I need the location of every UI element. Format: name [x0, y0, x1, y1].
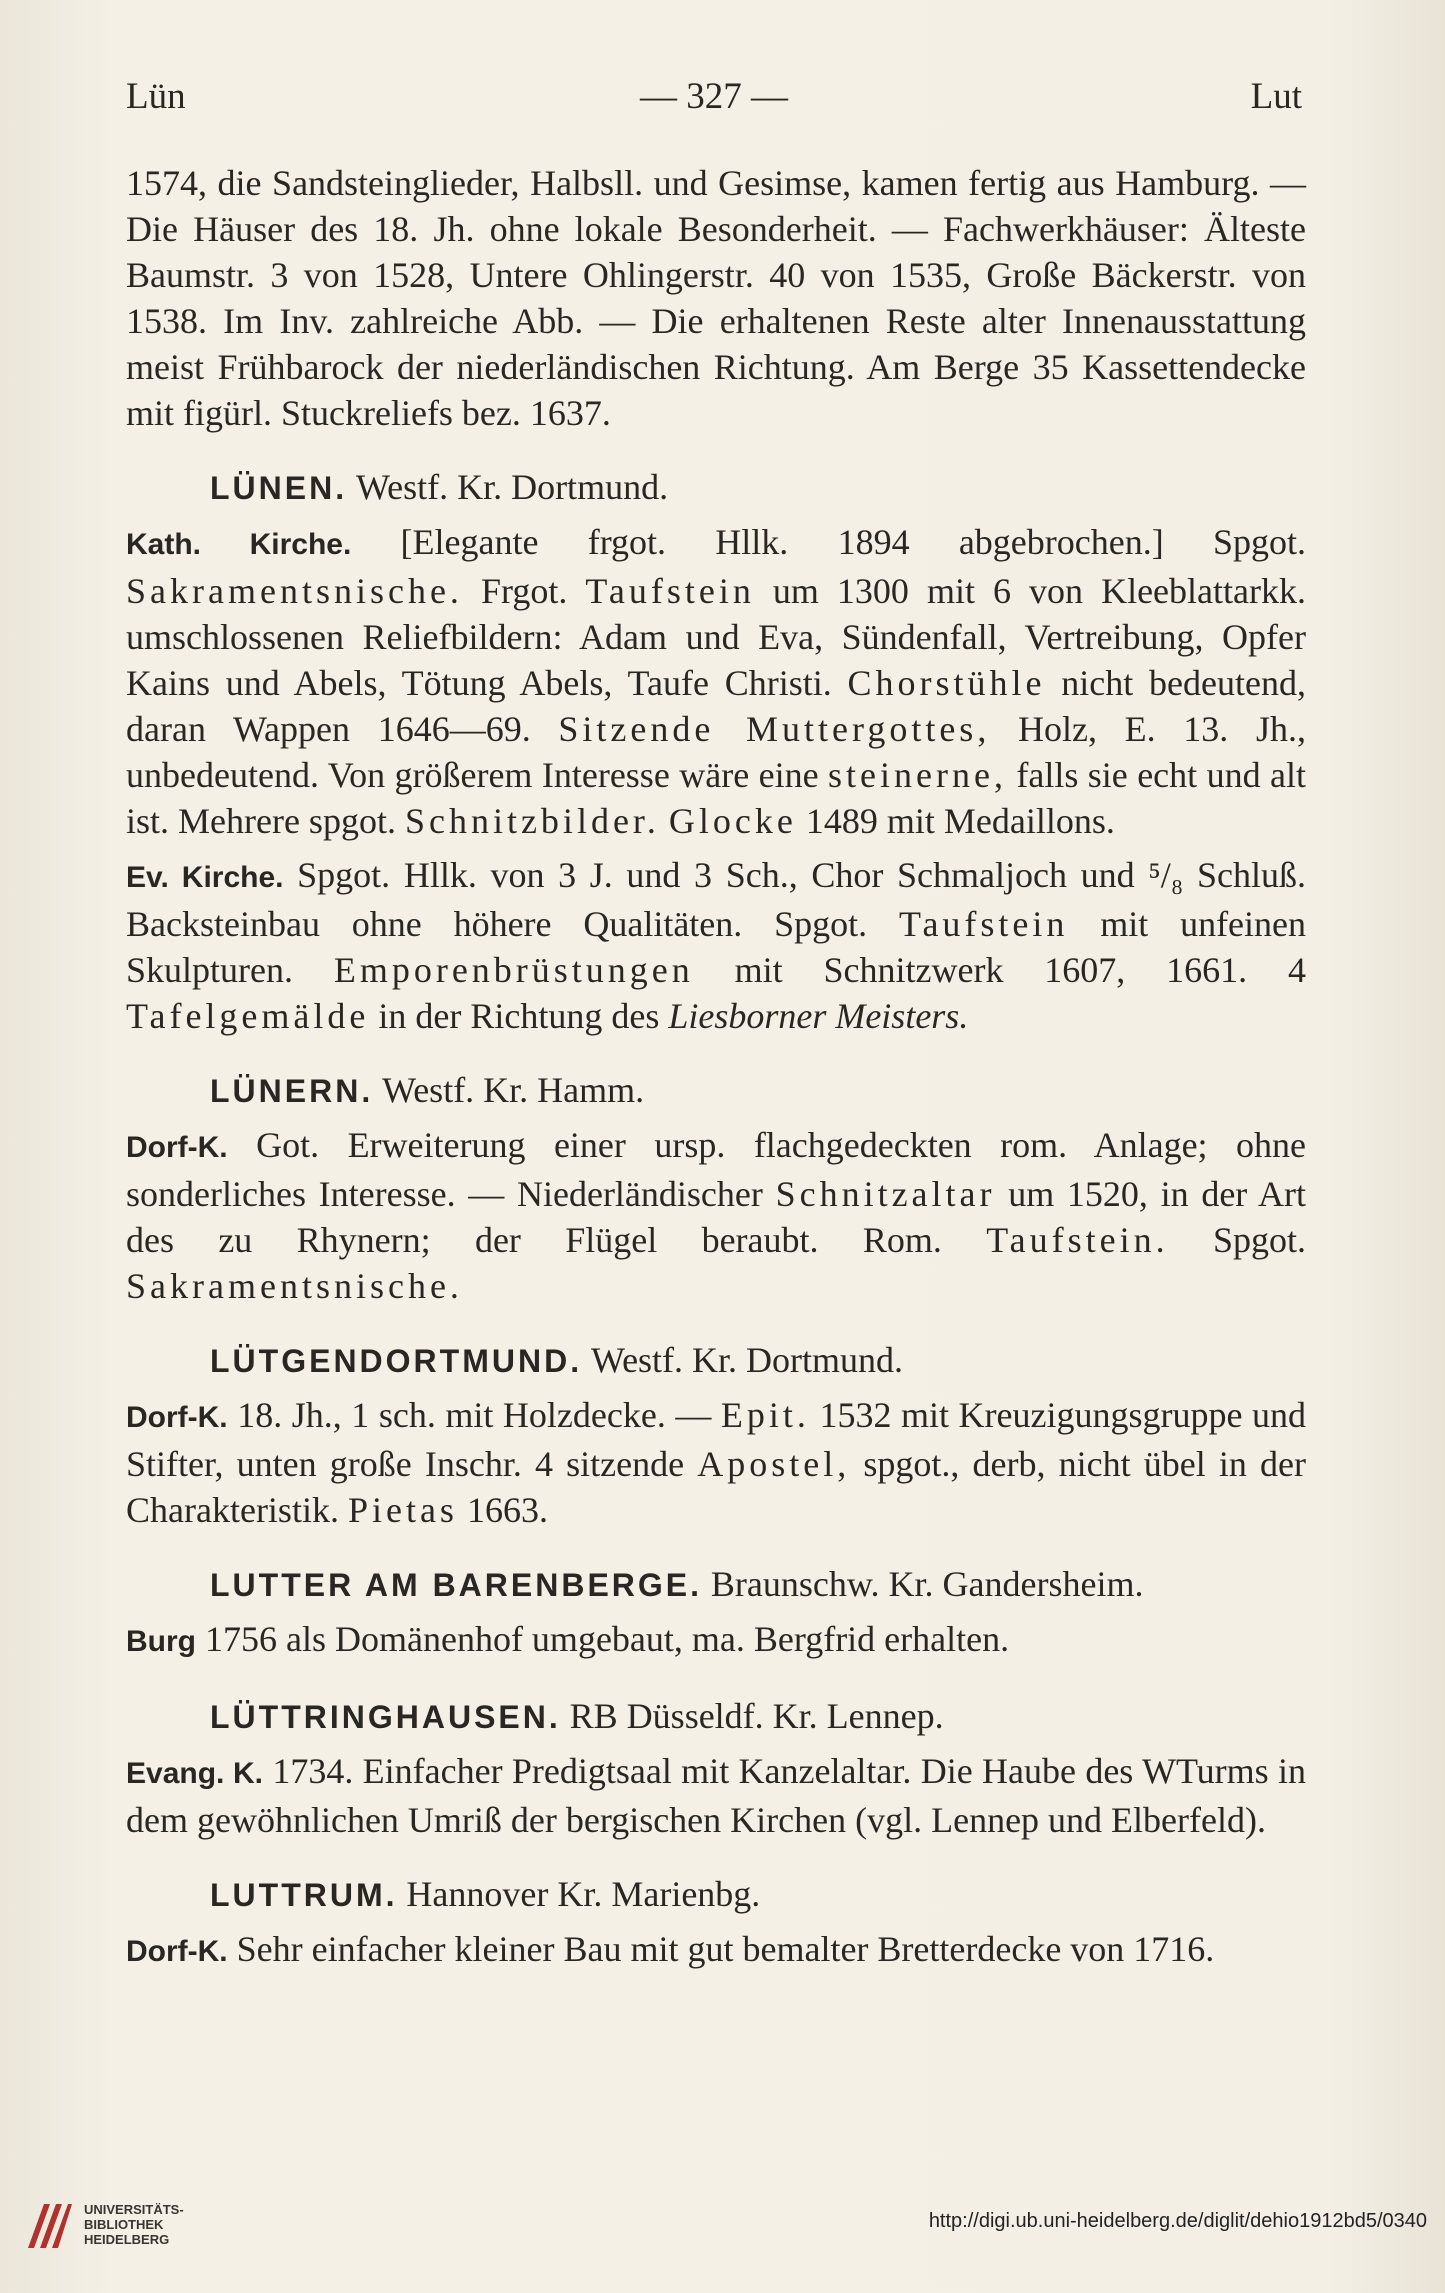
place-district: Westf. Kr. Dortmund. — [356, 467, 669, 507]
library-logo — [24, 2200, 74, 2252]
entry-text: falls sie echt und alt ist. Mehrere spgot. — [126, 755, 1306, 841]
entry-keyword: Burg — [126, 1625, 196, 1658]
entry-text: Schnitzaltar — [775, 1174, 996, 1214]
entry-text: 18. Jh., 1 sch. mit Holzdecke. — — [227, 1395, 721, 1435]
entry-text: Got. Erweiterung einer ursp. flachgedeckten rom. Anlage; ohne sonderliches Interesse. — Niederländischer — [126, 1125, 1306, 1214]
entry-text: Sitzende Muttergottes, — [558, 709, 991, 749]
library-line: BIBLIOTHEK — [84, 2217, 164, 2232]
library-name — [84, 2202, 184, 2247]
entry-text: Taufstein — [898, 904, 1069, 944]
place-name: LÜNERN. — [210, 1073, 374, 1109]
entry-text: spgot., derb, nicht übel in der Charakteristik. — [126, 1444, 1306, 1530]
intro-paragraph: 1574, die Sandsteinglieder, Halbsll. und Gesimse, kamen fertig aus Hamburg. — Die Häuser des 18. Jh. ohne lokale Besonderheit. — Fachwerkhäuser: Älteste Baumstr. 3 von 1528, Untere Ohlingerstr. 40 von 1535, Große Bäckerstr. von 1538. Im Inv. zahlreiche Abb. — Die erhaltenen Reste alter Innenausstattung meist Frühbarock der niederländischen Richtung. Am Berge 35 Kassettendecke mit figürl. Stuckreliefs bez. 1637. — [126, 163, 1306, 433]
entry-text: Taufstein. — [986, 1220, 1169, 1260]
place-district: Braunschw. Kr. Gandersheim. — [710, 1564, 1144, 1604]
entry-text: 1663. — [457, 1490, 548, 1530]
place-heading — [210, 1561, 1306, 1608]
place-name: LUTTRUM. — [210, 1877, 398, 1913]
entry-text: in der Richtung des — [369, 996, 669, 1036]
library-line: UNIVERSITÄTS- — [84, 2202, 184, 2217]
entry-text: Liesborner Meisters. — [668, 996, 969, 1036]
entry-keyword: Dorf-K. — [126, 1935, 228, 1968]
entry-keyword: Evang. K. — [126, 1757, 264, 1790]
entry-paragraph — [126, 852, 1306, 1039]
place-district: Westf. Kr. Dortmund. — [590, 1340, 904, 1380]
running-head-left: Lün — [126, 76, 186, 117]
entry-text: 1489 mit Medaillons. — [796, 801, 1115, 841]
place-heading — [210, 1067, 1306, 1114]
place-district: Westf. Kr. Hamm. — [382, 1070, 645, 1110]
entry-text: Emporenbrüstungen — [333, 950, 694, 990]
entry-paragraph — [126, 1616, 1306, 1665]
entry-text: Taufstein — [585, 571, 755, 611]
place-district: RB Düsseldf. Kr. Lennep. — [569, 1696, 944, 1736]
place-name: LÜNEN. — [210, 470, 348, 506]
entry-text: Frgot. — [462, 571, 586, 611]
place-heading — [210, 1337, 1306, 1384]
entry-text: Schnitzbilder. — [404, 801, 660, 841]
entry-text: Sakramentsnische. — [126, 571, 463, 611]
entry-text: Glocke — [668, 801, 797, 841]
page-number: — 327 — — [640, 76, 788, 117]
running-head-right: Lut — [1250, 76, 1302, 117]
place-heading — [210, 1693, 1306, 1740]
entry-text: Holz, E. 13. Jh., unbedeutend. Von größerem Interesse wäre eine — [126, 709, 1306, 795]
place-heading — [210, 1871, 1306, 1918]
entry-keyword: Ev. Kirche. — [126, 861, 284, 894]
library-line: HEIDELBERG — [84, 2232, 170, 2247]
entry-paragraph — [126, 1392, 1306, 1533]
entry-text: Apostel, — [697, 1444, 851, 1484]
entry-paragraph — [126, 1748, 1306, 1843]
entry-keyword: Kath. Kirche. — [126, 528, 352, 561]
entry-text — [660, 801, 669, 841]
entry-text: Epit. — [720, 1395, 810, 1435]
place-heading — [210, 464, 1306, 511]
place-name: LÜTGENDORTMUND. — [210, 1343, 583, 1379]
place-district: Hannover Kr. Marienbg. — [406, 1874, 761, 1914]
entry-keyword: Dorf-K. — [126, 1401, 228, 1434]
running-head — [126, 72, 1302, 122]
place-entries — [126, 464, 1306, 1975]
entry-text: Tafelgemälde — [126, 996, 370, 1036]
body-text — [126, 160, 1306, 1975]
entry-text: um 1520, in der Art des zu Rhynern; der Flügel beraubt. Rom. — [126, 1174, 1306, 1260]
footer — [0, 2192, 1445, 2262]
entry-text: mit Schnitzwerk 1607, 1661. 4 — [693, 950, 1306, 990]
entry-text: mit unfeinen Skulpturen. — [126, 904, 1307, 990]
entry-text: [Elegante frgot. Hllk. 1894 abgebrochen.] Spgot. — [351, 522, 1306, 562]
place-name: LÜTTRINGHAUSEN. — [210, 1699, 561, 1735]
entry-text: Sehr einfacher kleiner Bau mit gut bemalter Bretterdecke von 1716. — [227, 1929, 1215, 1969]
entry-text: 1734. Einfacher Predigtsaal mit Kanzelaltar. Die Haube des WTurms in dem gewöhnlichen Umriß der bergischen Kirchen (vgl. Lennep und Elberfeld). — [126, 1751, 1307, 1840]
source-url[interactable]: http://digi.ub.uni-heidelberg.de/diglit/dehio1912bd5/0340 — [928, 2210, 1427, 2232]
place-name: LUTTER AM BARENBERGE. — [210, 1567, 703, 1603]
entry-text: Pietas — [347, 1490, 458, 1530]
entry-text: Sakramentsnische. — [126, 1266, 463, 1306]
entry-text: Chorstühle — [847, 663, 1046, 703]
entry-paragraph — [126, 1122, 1306, 1309]
entry-keyword: Dorf-K. — [126, 1131, 228, 1164]
entry-paragraph — [126, 519, 1306, 844]
entry-text: 1532 mit Kreuzigungsgruppe und Stifter, unten große Inschr. 4 sitzende — [126, 1395, 1306, 1484]
entry-text: um 1300 mit 6 von Kleeblattarkk. umschlossenen Reliefbildern: Adam und Eva, Sündenfall, Vertreibung, Opfer Kains und Abels, Tötung Abels, Taufe Christi. — [126, 571, 1306, 703]
entry-text: Spgot. — [1168, 1220, 1306, 1260]
entry-paragraph — [126, 1926, 1306, 1975]
entry-text: steinerne, — [828, 755, 1007, 795]
entry-text: nicht bedeutend, daran Wappen 1646—69. — [126, 663, 1306, 749]
entry-text: Spgot. Hllk. von 3 J. und 3 Sch., Chor Schmaljoch und ⁵/₈ Schluß. Backsteinbau ohne höhere Qualitäten. Spgot. — [126, 855, 1307, 944]
entry-text: 1756 als Domänenhof umgebaut, ma. Bergfrid erhalten. — [196, 1619, 1010, 1659]
